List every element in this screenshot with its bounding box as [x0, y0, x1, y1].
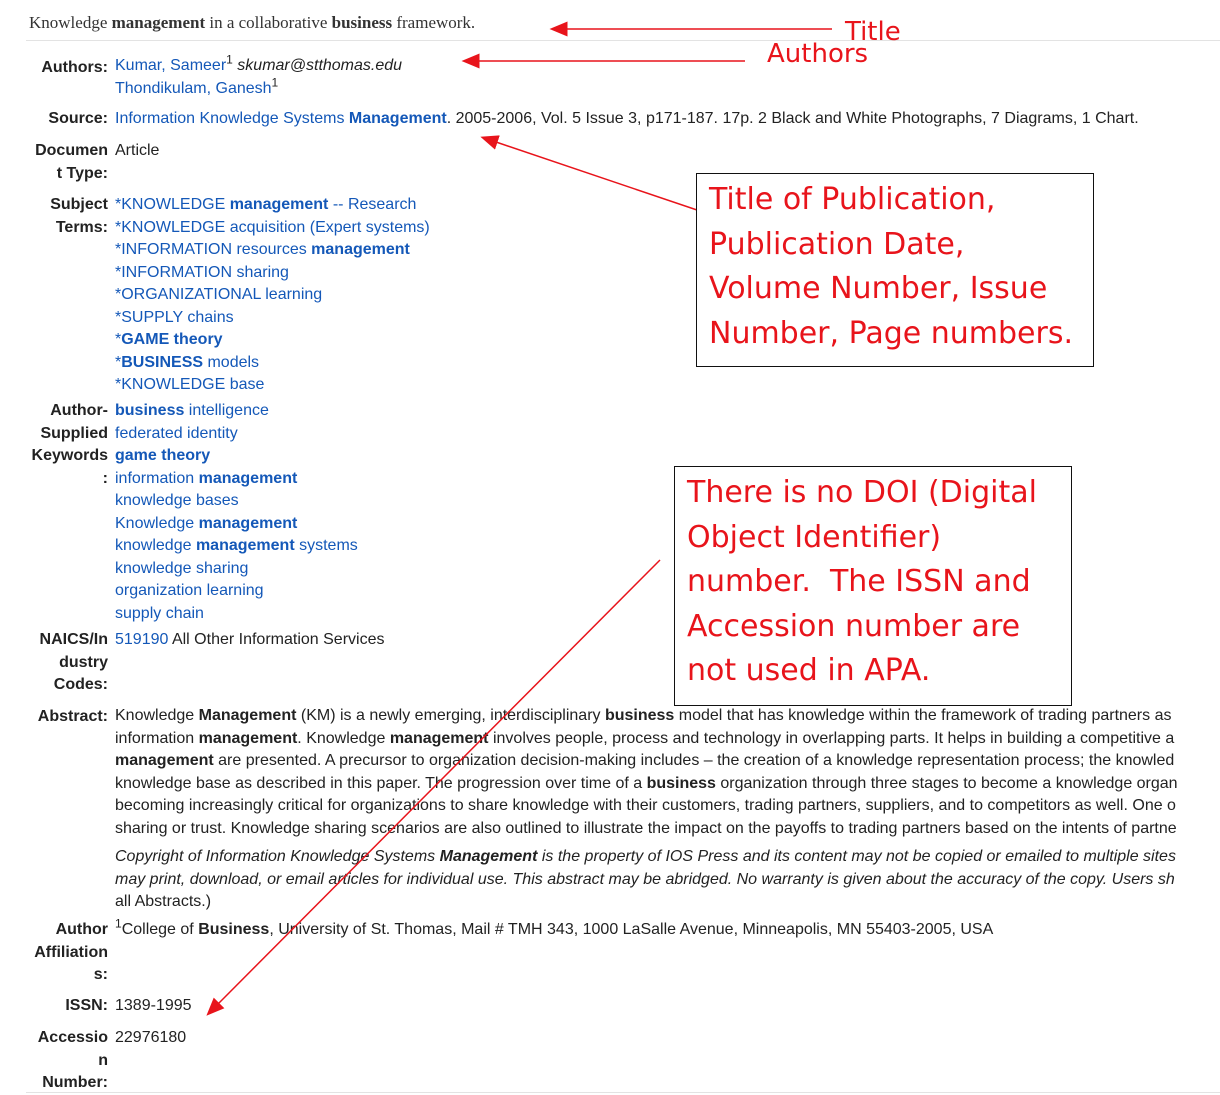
annotation-doi-box: There is no DOI (Digital Object Identifier) number. The ISSN and Accession number are not used in APA.: [674, 466, 1072, 706]
author-link-thondikulam[interactable]: Thondikulam, Ganesh: [115, 79, 272, 97]
page-title: Knowledge management in a collaborative business framework.: [29, 13, 476, 32]
subject-terms-label: Subject Terms:: [50, 196, 108, 236]
abstract-copyright-end: all Abstracts.): [115, 893, 212, 910]
doctype-label: Documen t Type:: [35, 142, 108, 182]
abstract-label: Abstract:: [37, 708, 108, 725]
annotation-authors: Authors: [767, 39, 869, 69]
subject-term-link[interactable]: *INFORMATION sharing: [115, 263, 289, 281]
subject-term-link[interactable]: *SUPPLY chains: [115, 308, 234, 326]
abstract-text: Knowledge Management (KM) is a newly emerging, interdisciplinary business model that has knowledge within the framework of trading partners as information management. Knowledge management involves people, process and technology in overlapping parts. It helps in building a competitive a management are presented. A precursor to organization decision-making includes – the creation of a knowledge representation process; the knowled knowledge base as described in this paper. The progression over time of a business organization through three stages to become a knowledge organ becoming increasingly critical for organizations to share knowledge with their customers, trading partners, suppliers, and to competitors as well. One o sharing or trust. Knowledge sharing scenarios are also outlined to illustrate the impact on the payoffs to trading partners based on the intents of partne: [115, 707, 1178, 837]
naics-value: 519190 All Other Information Services: [115, 631, 385, 648]
subject-term-link[interactable]: *KNOWLEDGE acquisition (Expert systems): [115, 218, 430, 236]
keyword-link[interactable]: knowledge management systems: [115, 537, 358, 554]
naics-label: NAICS/In dustry Codes:: [39, 631, 108, 693]
author-email: skumar@stthomas.edu: [237, 57, 403, 74]
issn-label: ISSN:: [65, 997, 108, 1014]
authors-value: Kumar, Sameer$^1$ skumar@stthomas.edu Thondikulam, Ganesh$^1$: [115, 52, 403, 97]
subject-term-link[interactable]: *INFORMATION resources management: [115, 241, 410, 258]
subject-term-link[interactable]: *BUSINESS models: [115, 353, 260, 371]
naics-code-link[interactable]: 519190: [115, 631, 169, 648]
accession-value: 22976180: [115, 1029, 187, 1046]
keyword-link[interactable]: Knowledge management: [115, 514, 298, 532]
source-value: Information Knowledge Systems Management. 2005-2006, Vol. 5 Issue 3, p171-187. 17p. 2 Black and White Photographs, 7 Diagrams, 1 Chart.: [115, 110, 1139, 127]
doctype-value: Article: [115, 142, 160, 159]
authors-label: Authors:: [41, 59, 108, 76]
issn-value: 1389-1995: [115, 997, 192, 1014]
annotation-publication-box: Title of Publication, Publication Date, Volume Number, Issue Number, Page numbers.: [696, 173, 1094, 367]
keywords-label: Author- Supplied Keywords :: [31, 402, 108, 487]
annotation-title: Title: [845, 17, 901, 47]
subject-term-link[interactable]: *ORGANIZATIONAL learning: [115, 286, 323, 303]
accession-label: Accessio n Number:: [37, 1029, 108, 1091]
keyword-link[interactable]: game theory: [115, 447, 211, 464]
source-arrow: [496, 142, 697, 210]
keyword-link[interactable]: supply chain: [115, 604, 204, 622]
keyword-link[interactable]: knowledge sharing: [115, 559, 249, 577]
abstract-copyright: Copyright of Information Knowledge Systems Management is the property of IOS Press and its content may not be copied or emailed to multiple sites may print, download, or email articles for individual use. This abstract may be abridged. No warranty is given about the accuracy of the copy. Users sh: [115, 848, 1176, 888]
source-label: Source:: [48, 110, 108, 127]
publication-link[interactable]: Information Knowledge Systems Management: [115, 110, 447, 127]
keyword-link[interactable]: information management: [115, 469, 298, 487]
subject-term-link[interactable]: *KNOWLEDGE management -- Research: [115, 196, 417, 213]
subject-term-link[interactable]: *GAME theory: [115, 331, 223, 348]
author-link-kumar[interactable]: Kumar, Sameer: [115, 57, 227, 74]
affiliation-label: Author Affiliation s:: [34, 921, 108, 983]
keyword-link[interactable]: knowledge bases: [115, 492, 239, 509]
keyword-link[interactable]: organization learning: [115, 582, 264, 599]
subject-term-link[interactable]: *KNOWLEDGE base: [115, 376, 265, 393]
keyword-link[interactable]: federated identity: [115, 424, 238, 442]
issn-arrow: [218, 560, 660, 1004]
keyword-link[interactable]: business intelligence: [115, 402, 269, 419]
affiliation-value: $^1$College of Business, University of St. Thomas, Mail # TMH 343, 1000 LaSalle Avenue, Minneapolis, MN 55403-2005, USA: [115, 916, 994, 938]
